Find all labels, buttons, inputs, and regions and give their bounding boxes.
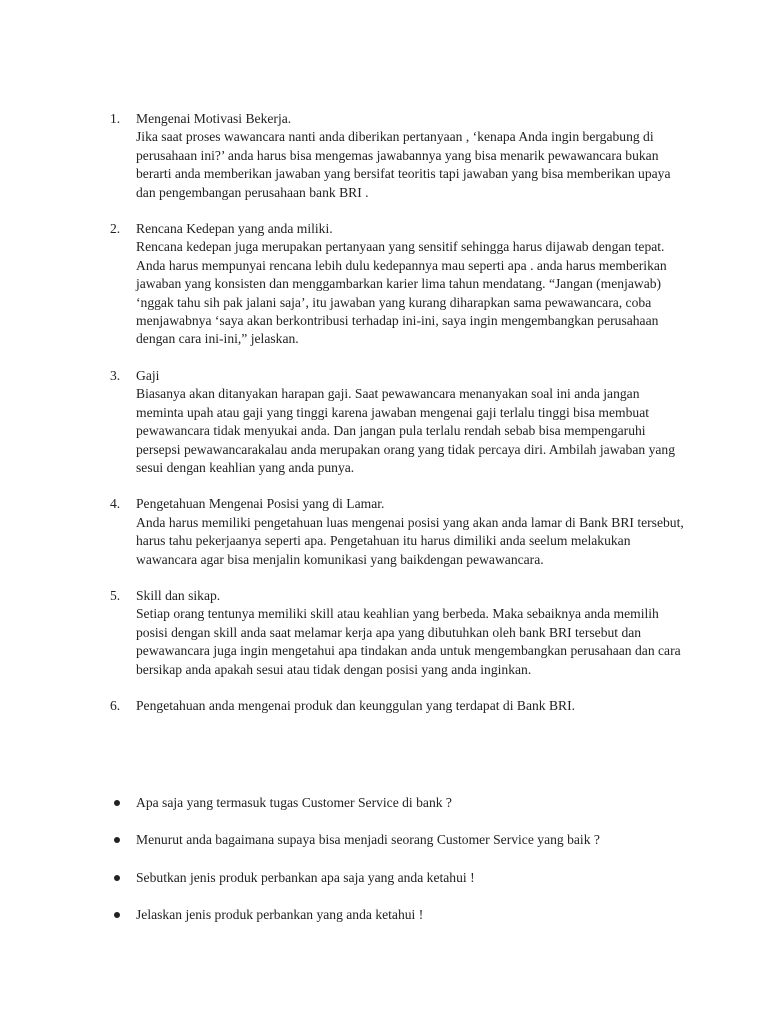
question-bullet-list xyxy=(110,794,690,944)
item-body: Jika saat proses wawancara nanti anda diberikan pertanyaan , ‘kenapa Anda ingin bergabung di perusahaan ini?’ anda harus bisa mengemas jawabannya yang bisa menarik pewawancara bukan berarti anda memberikan jawaban yang bersifat teoritis tapi jawaban yang bisa memberikan upaya dan pengembangan perusahaan bank BRI . xyxy=(136,129,671,200)
bullet-item xyxy=(110,869,690,887)
bullet-text: Menurut anda bagaimana supaya bisa menjadi seorang Customer Service yang baik ? xyxy=(136,832,600,848)
item-number: 1. xyxy=(110,111,121,126)
list-item xyxy=(110,587,690,679)
item-number: 5. xyxy=(110,587,121,603)
numbered-list xyxy=(110,110,690,733)
item-title: Mengenai Motivasi Bekerja. xyxy=(136,111,292,126)
item-title: Rencana Kedepan yang anda miliki. xyxy=(136,221,333,237)
bullet-dot-icon xyxy=(114,875,120,881)
item-number: 4. xyxy=(110,496,121,512)
bullet-item xyxy=(110,831,690,849)
list-item xyxy=(110,697,690,715)
bullet-item xyxy=(110,794,690,812)
item-title: Skill dan sikap. xyxy=(136,587,221,603)
bullet-dot-icon xyxy=(114,912,120,918)
list-item xyxy=(110,495,690,569)
bullet-text: Sebutkan jenis produk perbankan apa saja yang anda ketahui ! xyxy=(136,869,475,885)
item-body: Rencana kedepan juga merupakan pertanyaan yang sensitif sehingga harus dijawab dengan tepat. Anda harus mempunyai rencana lebih dulu kedepannya mau seperti apa . anda harus memberikan jawaban yang konsisten dan menggambarkan karier lima tahun mendatang. “Jangan (menjawab) ‘nggak tahu sih pak jalani saja’, itu jawaban yang kurang diharapkan sama pewawancara, coba menjawabnya ‘saya akan berkontribusi terhadap ini-ini, saya ingin mengembangkan perusahaan dengan cara ini-ini,” jelaskan. xyxy=(136,239,667,347)
item-body: Anda harus memiliki pengetahuan luas mengenai posisi yang akan anda lamar di Bank BRI tersebut, harus tahu pekerjaanya seperti apa. Pengetahuan itu harus dimiliki anda seelum melakukan wawancara agar bisa menjalin komunikasi yang baikdengan pewawancara. xyxy=(136,514,684,567)
bullet-item xyxy=(110,906,690,924)
list-item xyxy=(110,367,690,477)
item-body: Setiap orang tentunya memiliki skill atau keahlian yang berbeda. Maka sebaiknya anda memilih posisi dengan skill anda saat melamar kerja apa yang dibutuhkan oleh bank BRI tersebut dan pewawancara juga ingin mengetahui apa tindakan anda untuk mengembangkan perusahaan dan cara bersikap anda apakah sesui atau tidak dengan posisi yang anda inginkan. xyxy=(136,606,681,677)
item-title: Gaji xyxy=(136,367,160,383)
item-title: Pengetahuan anda mengenai produk dan keunggulan yang terdapat di Bank BRI. xyxy=(136,697,576,713)
bullet-text: Jelaskan jenis produk perbankan yang anda ketahui ! xyxy=(136,907,424,923)
list-item xyxy=(110,110,690,202)
bullet-text: Apa saja yang termasuk tugas Customer Service di bank ? xyxy=(136,795,452,810)
bullet-dot-icon xyxy=(114,800,120,806)
item-number: 6. xyxy=(110,697,121,713)
bullet-dot-icon xyxy=(114,837,120,843)
item-number: 2. xyxy=(110,221,121,237)
item-title: Pengetahuan Mengenai Posisi yang di Lamar. xyxy=(136,496,385,512)
item-number: 3. xyxy=(110,367,121,383)
list-item xyxy=(110,220,690,349)
item-body: Biasanya akan ditanyakan harapan gaji. Saat pewawancara menanyakan soal ini anda jangan meminta upah atau gaji yang tinggi karena jawaban mengenai gaji terlalu tinggi bisa membuat pewawancara tidak menyukai anda. Dan jangan pula terlalu rendah sebab bisa mempengaruhi persepsi pewawancarakalau anda merupakan orang yang tidak percaya diri. Ambilah jawaban yang sesui dengan keahlian yang anda punya. xyxy=(136,386,675,475)
